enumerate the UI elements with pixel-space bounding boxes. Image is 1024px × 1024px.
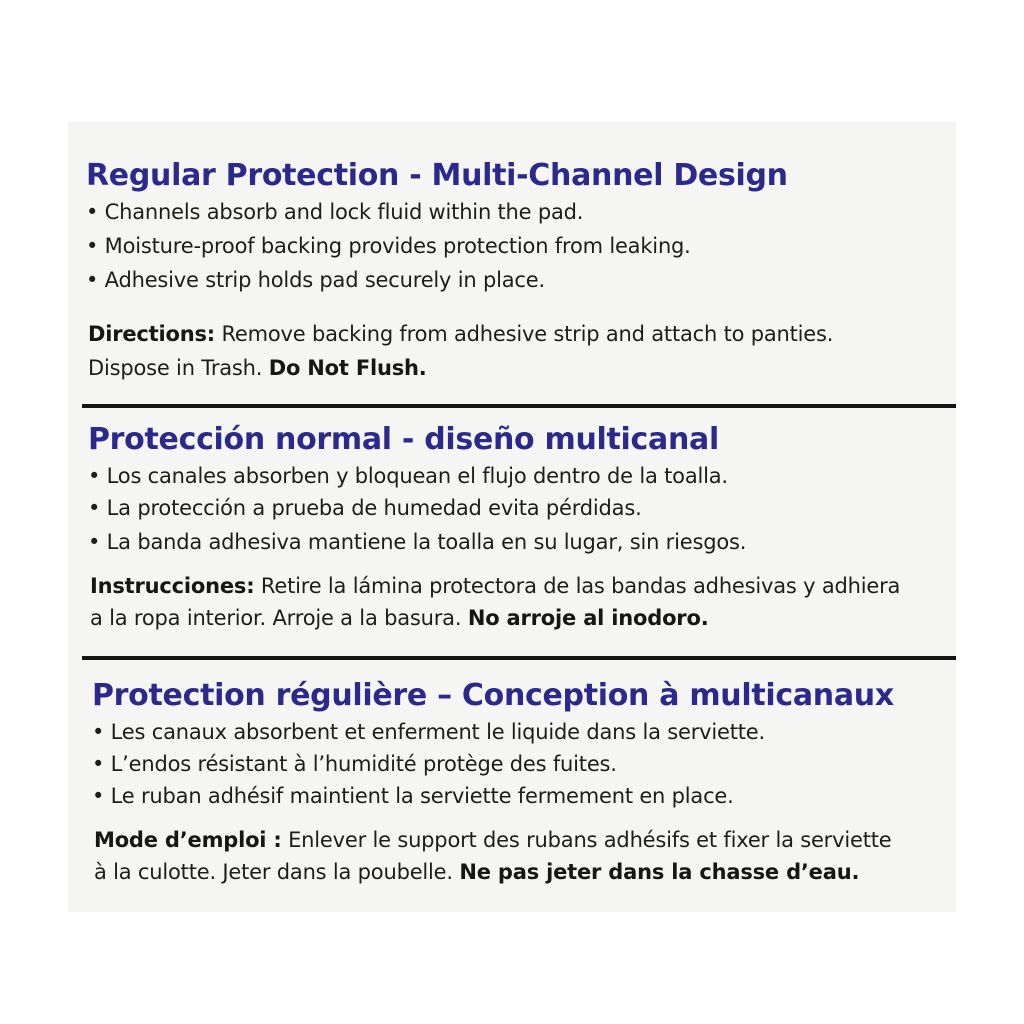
list-item: • La protección a prueba de humedad evita pérdidas. xyxy=(88,496,642,520)
spanish-directions-line2 xyxy=(90,606,708,630)
spanish-directions-text: Retire la lámina protectora de las bandas adhesivas y adhiera xyxy=(260,574,901,598)
english-heading: Regular Protection - Multi-Channel Design xyxy=(86,158,788,193)
english-warning: Do Not Flush. xyxy=(268,356,427,380)
list-item: • Le ruban adhésif maintient la serviette fermement en place. xyxy=(92,784,734,808)
list-item: • Channels absorb and lock fluid within the pad. xyxy=(86,200,583,224)
list-item: • Los canales absorben y bloquean el flujo dentro de la toalla. xyxy=(88,464,728,488)
section-divider xyxy=(82,404,956,408)
list-item: • Adhesive strip holds pad securely in place. xyxy=(86,268,545,292)
product-info-panel xyxy=(68,122,956,912)
english-directions-text-2: Dispose in Trash. xyxy=(88,356,263,380)
french-directions-text: Enlever le support des rubans adhésifs et fixer la serviette xyxy=(288,828,892,852)
list-item: • Moisture-proof backing provides protection from leaking. xyxy=(86,234,691,258)
list-item: • L’endos résistant à l’humidité protège des fuites. xyxy=(92,752,617,776)
english-directions-label: Directions: xyxy=(88,322,215,346)
section-divider xyxy=(82,656,956,660)
spanish-warning: No arroje al inodoro. xyxy=(467,606,709,630)
english-directions-text: Remove backing from adhesive strip and attach to panties. xyxy=(221,322,834,346)
french-directions-line2 xyxy=(94,860,859,884)
english-directions-line1 xyxy=(88,322,833,346)
spanish-heading: Protección normal - diseño multicanal xyxy=(88,422,719,457)
list-item: • La banda adhesiva mantiene la toalla en su lugar, sin riesgos. xyxy=(88,530,746,554)
french-directions-line1 xyxy=(94,828,892,852)
french-directions-text-2: à la culotte. Jeter dans la poubelle. xyxy=(94,860,453,884)
french-warning: Ne pas jeter dans la chasse d’eau. xyxy=(459,860,860,884)
list-item: • Les canaux absorbent et enferment le liquide dans la serviette. xyxy=(92,720,765,744)
english-directions-line2 xyxy=(88,356,427,380)
french-heading: Protection régulière – Conception à multicanaux xyxy=(92,678,894,713)
french-directions-label: Mode d’emploi : xyxy=(94,828,282,852)
spanish-directions-text-2: a la ropa interior. Arroje a la basura. xyxy=(90,606,462,630)
spanish-directions-label: Instrucciones: xyxy=(90,574,255,598)
spanish-directions-line1 xyxy=(90,574,900,598)
